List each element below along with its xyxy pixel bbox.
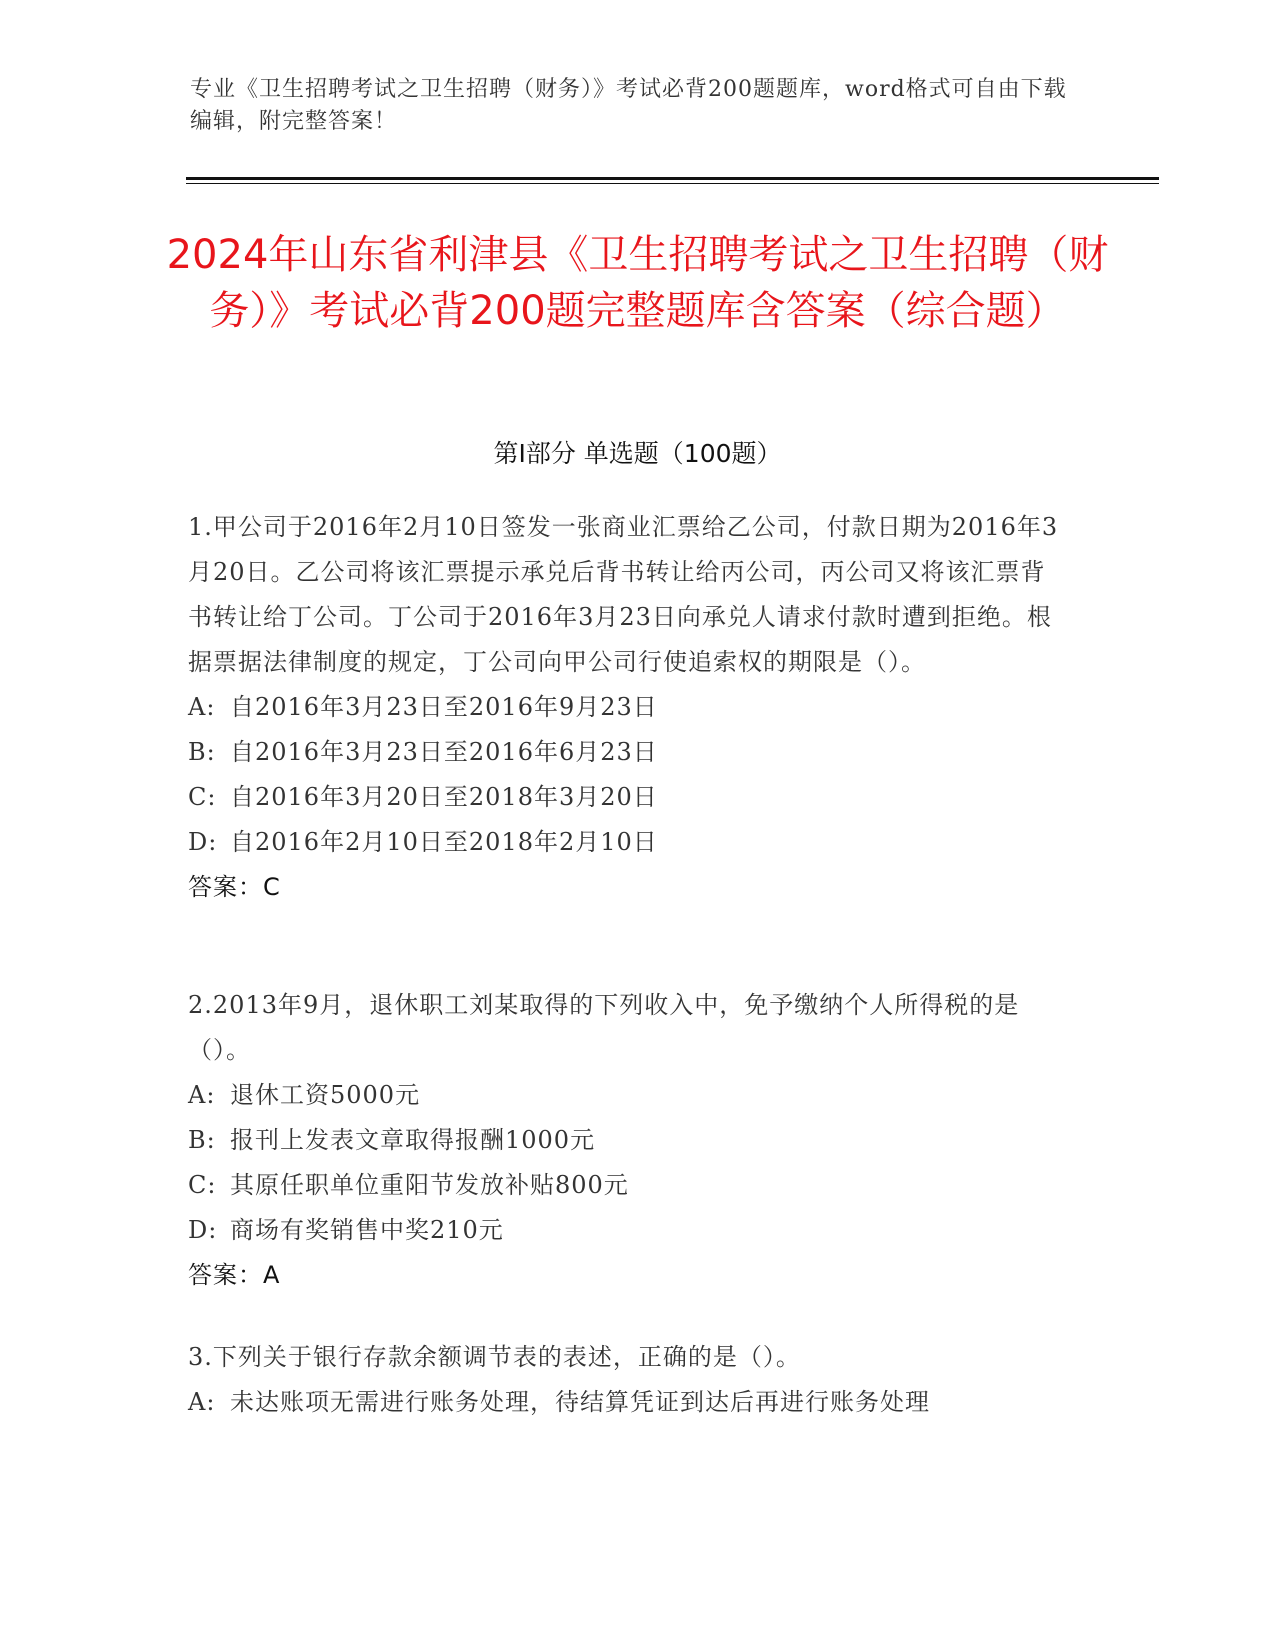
option-text: 自2016年2月10日至2018年2月10日 <box>230 828 658 856</box>
option-key: A: <box>188 693 216 721</box>
option-text: 自2016年3月23日至2016年6月23日 <box>230 738 658 766</box>
option-key: B: <box>188 738 216 766</box>
option-a <box>188 685 1068 730</box>
question-stem: 3.下列关于银行存款余额调节表的表述，正确的是（）。 <box>188 1343 801 1371</box>
option-key: B: <box>188 1126 216 1154</box>
option-c <box>188 1163 1068 1208</box>
question-3 <box>188 1335 1068 1425</box>
option-b <box>188 730 1068 775</box>
option-text: 自2016年3月23日至2016年9月23日 <box>230 693 658 721</box>
answer-line: 答案：A <box>188 1261 281 1289</box>
option-c <box>188 775 1068 820</box>
option-text: 其原任职单位重阳节发放补贴800元 <box>230 1171 629 1199</box>
option-key: A: <box>188 1081 216 1109</box>
question-stem: 1.甲公司于2016年2月10日签发一张商业汇票给乙公司，付款日期为2016年3月20日。乙公司将该汇票提示承兑后背书转让给丙公司，丙公司又将该汇票背书转让给丁公司。丁公司于2016年3月23日向承兑人请求付款时遭到拒绝。根据票据法律制度的规定，丁公司向甲公司行使追索权的期限是（）。 <box>188 513 1059 676</box>
section-heading: 第I部分 单选题（100题） <box>493 439 782 468</box>
option-text: 报刊上发表文章取得报酬1000元 <box>230 1126 596 1154</box>
answer-line: 答案：C <box>188 873 281 901</box>
option-text: 商场有奖销售中奖210元 <box>230 1216 504 1244</box>
option-key: C: <box>188 1171 217 1199</box>
question-stem: 2.2013年9月，退休职工刘某取得的下列收入中，免予缴纳个人所得税的是（）。 <box>188 991 1020 1064</box>
option-key: C: <box>188 783 217 811</box>
option-key: D: <box>188 828 218 856</box>
option-d <box>188 820 1068 865</box>
question-2 <box>188 983 1068 1298</box>
option-a <box>188 1073 1068 1118</box>
option-key: A: <box>188 1388 216 1416</box>
header-note: 专业《卫生招聘考试之卫生招聘（财务）》考试必背200题题库，word格式可自由下载编辑，附完整答案！ <box>190 77 1067 134</box>
header-divider-thick <box>186 177 1159 180</box>
option-b <box>188 1118 1068 1163</box>
option-d <box>188 1208 1068 1253</box>
question-1 <box>188 505 1068 910</box>
option-key: D: <box>188 1216 218 1244</box>
option-text: 未达账项无需进行账务处理，待结算凭证到达后再进行账务处理 <box>230 1388 930 1416</box>
option-text: 退休工资5000元 <box>230 1081 421 1109</box>
option-text: 自2016年3月20日至2018年3月20日 <box>230 783 658 811</box>
option-a <box>188 1380 1068 1425</box>
header-divider-thin <box>186 183 1159 184</box>
document-title: 2024年山东省利津县《卫生招聘考试之卫生招聘（财务）》考试必背200题完整题库含答案（综合题） <box>166 232 1109 334</box>
